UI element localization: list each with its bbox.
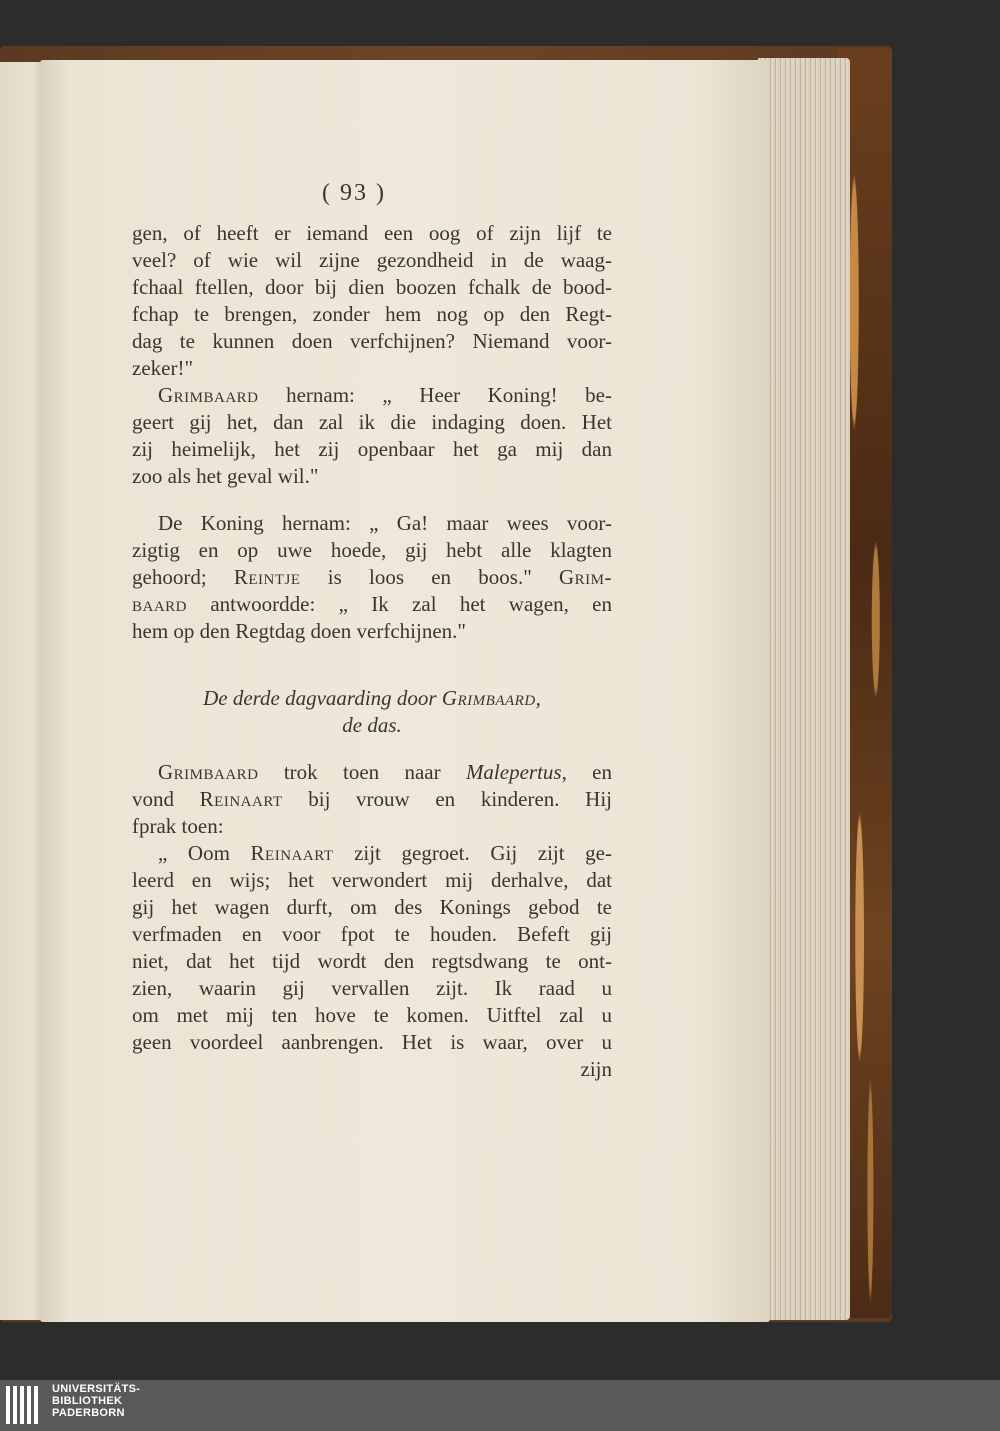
- name-small-caps: Grimbaard: [158, 760, 259, 784]
- text-segment: gen, of heeft er iemand een oog of zijn lijf te: [132, 221, 612, 245]
- text-line: [132, 328, 612, 355]
- text-line: [132, 921, 612, 948]
- text-segment: hem op den Regtdag doen verfchijnen.": [132, 619, 466, 643]
- text-line: [132, 537, 612, 564]
- text-segment: fprak toen:: [132, 814, 224, 838]
- text-line: [132, 301, 612, 328]
- text-segment: „ Oom: [158, 841, 251, 865]
- logo-line: PADERBORN: [52, 1407, 125, 1419]
- text-segment: De Koning hernam: „ Ga! maar wees voor-: [158, 511, 612, 535]
- name-small-caps: Grimbaard: [441, 686, 536, 710]
- text-segment: zien, waarin gij vervallen zijt. Ik raad u: [132, 976, 612, 1000]
- text-line: [132, 382, 612, 409]
- name-small-caps: Grimbaard: [158, 383, 259, 407]
- text-segment: dag te kunnen doen verfchijnen? Niemand voor-: [132, 329, 612, 353]
- text-segment: , en: [561, 760, 612, 784]
- footer-bar: [0, 1380, 1000, 1431]
- text-line: [132, 247, 612, 274]
- text-line: [132, 975, 612, 1002]
- paragraph-gap: [132, 490, 612, 510]
- text-line: [132, 436, 612, 463]
- text-segment: gij het wagen durft, om des Konings gebod te: [132, 895, 612, 919]
- text-line: [132, 948, 612, 975]
- text-segment: fchaal ftellen, door bij dien boozen fchalk de bood-: [132, 275, 612, 299]
- library-logo-icon: [6, 1386, 38, 1424]
- text-segment: zoo als het geval wil.": [132, 464, 319, 488]
- paragraph-gap: [132, 739, 612, 759]
- section-heading-line: [132, 712, 612, 739]
- text-segment: zijn: [580, 1057, 612, 1081]
- text-line: [132, 867, 612, 894]
- text-segment: niet, dat het tijd wordt den regtsdwang te ont-: [132, 949, 612, 973]
- text-segment: hernam: „ Heer Koning! be-: [258, 383, 612, 407]
- text-line: [132, 564, 612, 591]
- text-segment: leerd en wijs; het verwondert mij derhalve, dat: [132, 868, 612, 892]
- text-segment: geert gij het, dan zal ik die indaging doen. Het: [132, 410, 612, 434]
- page-block-edge: [758, 58, 850, 1320]
- text-line: [132, 1029, 612, 1056]
- text-line: [132, 591, 612, 618]
- text-line: [132, 220, 612, 247]
- section-gap: [132, 645, 612, 685]
- page-text: [132, 220, 612, 1083]
- italic-text: Malepertus: [465, 760, 562, 784]
- text-line: [132, 274, 612, 301]
- text-segment: gehoord;: [132, 565, 234, 589]
- logo-line: BIBLIOTHEK: [52, 1395, 123, 1407]
- text-segment: zij heimelijk, het zij openbaar het ga mij dan: [132, 437, 612, 461]
- text-segment: trok toen naar: [258, 760, 466, 784]
- italic-text: De derde dagvaarding door: [203, 686, 442, 710]
- name-small-caps: baard: [132, 592, 188, 616]
- text-line: [132, 813, 612, 840]
- name-small-caps: Reinaart: [199, 787, 283, 811]
- italic-text: de das.: [342, 713, 402, 737]
- text-line: [132, 894, 612, 921]
- text-segment: veel? of wie wil zijne gezondheid in de waag-: [132, 248, 612, 272]
- text-segment: is loos en boos.": [300, 565, 559, 589]
- text-segment: zigtig en op uwe hoede, gij hebt alle klagten: [132, 538, 612, 562]
- text-line: [132, 355, 612, 382]
- text-segment: zeker!": [132, 356, 194, 380]
- text-segment: verfmaden en voor fpot te houden. Befeft gij: [132, 922, 612, 946]
- text-segment: bij vrouw en kinderen. Hij: [282, 787, 612, 811]
- section-heading-line: [132, 685, 612, 712]
- name-small-caps: Reintje: [233, 565, 301, 589]
- text-segment: geen voordeel aanbrengen. Het is waar, over u: [132, 1030, 612, 1054]
- text-segment: vond: [132, 787, 200, 811]
- name-small-caps: Grim-: [558, 565, 612, 589]
- text-line: [132, 1056, 612, 1083]
- text-line: [132, 618, 612, 645]
- name-small-caps: Reinaart: [250, 841, 334, 865]
- text-line: [132, 510, 612, 537]
- text-line: [132, 786, 612, 813]
- text-line: [132, 463, 612, 490]
- text-line: [132, 1002, 612, 1029]
- text-segment: zijt gegroet. Gij zijt ge-: [333, 841, 612, 865]
- text-segment: antwoordde: „ Ik zal het wagen, en: [187, 592, 612, 616]
- logo-line: UNIVERSITÄTS-: [52, 1383, 141, 1395]
- library-logo-text: [52, 1383, 140, 1419]
- text-line: [132, 759, 612, 786]
- text-line: [132, 840, 612, 867]
- text-segment: om met mij ten hove te komen. Uitftel zal u: [132, 1003, 612, 1027]
- text-segment: fchap te brengen, zonder hem nog op den Regt-: [132, 302, 612, 326]
- page-number: ( 93 ): [322, 180, 386, 206]
- text-segment: ,: [535, 686, 541, 710]
- text-line: [132, 409, 612, 436]
